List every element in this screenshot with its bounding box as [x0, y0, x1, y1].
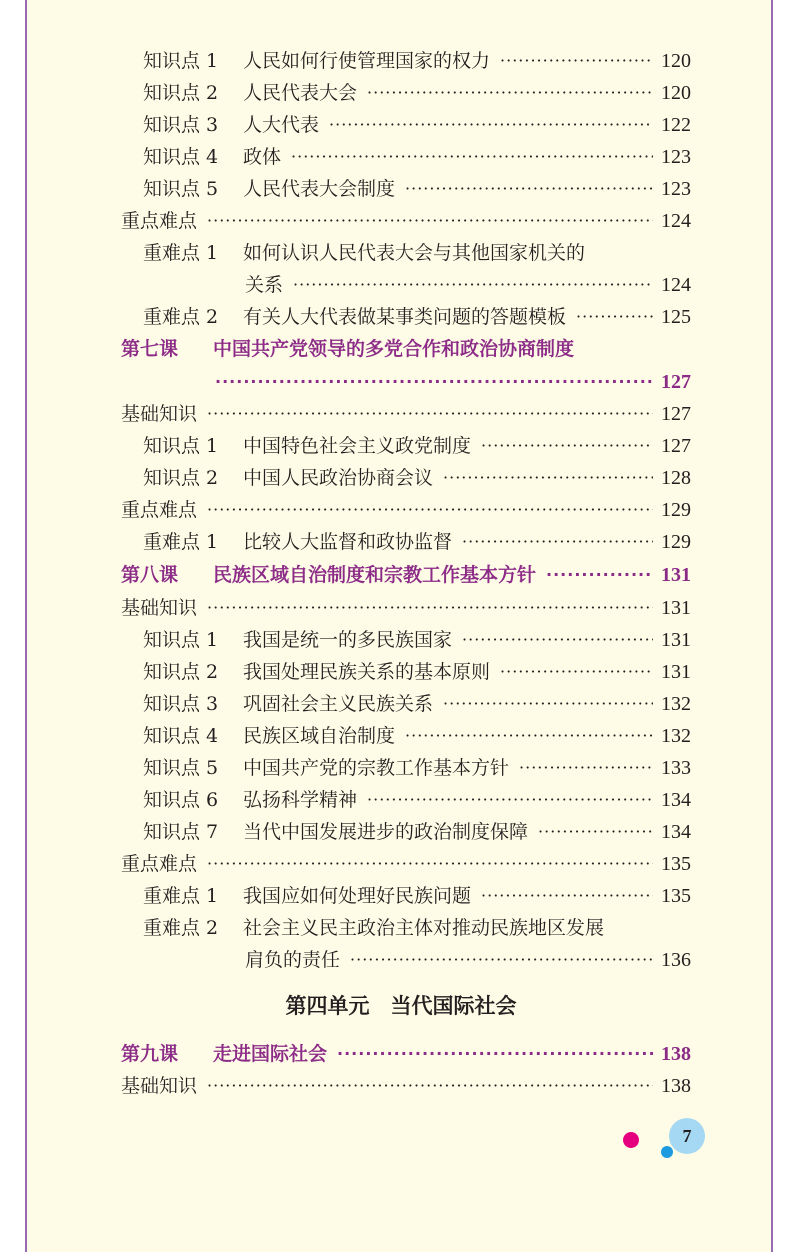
toc-lesson[interactable] [121, 1038, 691, 1070]
entry-page: 131 [661, 597, 691, 619]
leader-dots [207, 848, 653, 880]
leader-dots [481, 430, 653, 462]
entry-page: 132 [661, 693, 691, 715]
entry-page: 131 [661, 661, 691, 683]
leader-dots [207, 398, 653, 430]
entry-page: 120 [661, 82, 691, 104]
entry-tag: 重难点 1 [143, 885, 219, 907]
entry-page: 138 [661, 1075, 691, 1097]
section-title: 基础知识 [121, 1075, 198, 1097]
toc-entry[interactable] [143, 720, 691, 752]
entry-page: 128 [661, 467, 691, 489]
toc-section[interactable] [121, 848, 691, 880]
entry-tag: 重难点 1 [143, 531, 219, 553]
leader-dots [291, 141, 653, 173]
entry-page: 135 [661, 853, 691, 875]
leader-dots [443, 462, 653, 494]
entry-title: 有关人大代表做某事类问题的答题模板 [243, 306, 567, 328]
entry-page: 132 [661, 725, 691, 747]
leader-dots [481, 880, 653, 912]
entry-page: 127 [661, 435, 691, 457]
toc-section[interactable] [121, 398, 691, 430]
entry-tag: 重难点 2 [143, 306, 219, 328]
toc-entry[interactable] [143, 237, 691, 269]
entry-page: 131 [661, 629, 691, 651]
lesson-page: 138 [661, 1043, 691, 1065]
toc-lesson[interactable] [121, 333, 691, 365]
leader-dots [350, 944, 653, 976]
entry-tag: 知识点 4 [143, 146, 219, 168]
toc-section[interactable] [121, 205, 691, 237]
entry-page: 135 [661, 885, 691, 907]
entry-title: 人民代表大会制度 [243, 178, 396, 200]
leader-dots [329, 109, 653, 141]
toc-lesson[interactable] [121, 559, 691, 591]
section-title: 重点难点 [121, 499, 198, 521]
entry-title: 关系 [245, 274, 284, 296]
lesson-tag: 第九课 [121, 1043, 179, 1065]
lesson-title: 民族区域自治制度和宗教工作基本方针 [213, 564, 537, 586]
entry-title: 中国人民政治协商会议 [243, 467, 434, 489]
leader-dots [500, 656, 653, 688]
toc-entry-continued[interactable] [245, 269, 691, 301]
entry-title: 社会主义民主政治主体对推动民族地区发展 [243, 917, 605, 939]
leader-dots [576, 301, 653, 333]
toc-entry[interactable] [143, 816, 691, 848]
lesson-title: 中国共产党领导的多党合作和政治协商制度 [213, 338, 575, 360]
entry-page: 123 [661, 178, 691, 200]
toc-entry[interactable] [143, 430, 691, 462]
toc-entry[interactable] [143, 77, 691, 109]
section-title: 基础知识 [121, 597, 198, 619]
toc-section[interactable] [121, 1070, 691, 1102]
entry-page: 125 [661, 306, 691, 328]
toc-entry[interactable] [143, 141, 691, 173]
entry-title: 人大代表 [243, 114, 320, 136]
toc-entry[interactable] [143, 173, 691, 205]
entry-tag: 知识点 5 [143, 178, 219, 200]
leader-dots [546, 559, 653, 591]
entry-page: 120 [661, 50, 691, 72]
entry-tag: 知识点 3 [143, 114, 219, 136]
entry-tag: 知识点 4 [143, 725, 219, 747]
leader-dots [207, 1070, 653, 1102]
toc-entry[interactable] [143, 912, 691, 944]
toc-entry-continued[interactable] [245, 944, 691, 976]
entry-tag: 知识点 2 [143, 467, 219, 489]
entry-page: 124 [661, 210, 691, 232]
entry-tag: 知识点 5 [143, 757, 219, 779]
entry-page: 129 [661, 499, 691, 521]
leader-dots [207, 205, 653, 237]
lesson-page: 127 [661, 371, 691, 393]
lesson-page: 131 [661, 564, 691, 586]
leader-dots [207, 494, 653, 526]
lesson-tag: 第八课 [121, 564, 179, 586]
entry-tag: 知识点 3 [143, 693, 219, 715]
toc-entry[interactable] [143, 45, 691, 77]
entry-page: 122 [661, 114, 691, 136]
section-title: 重点难点 [121, 853, 198, 875]
entry-page: 129 [661, 531, 691, 553]
entry-tag: 知识点 2 [143, 661, 219, 683]
book-page [25, 0, 773, 1252]
toc-entry[interactable] [143, 880, 691, 912]
lesson-title: 走进国际社会 [213, 1043, 328, 1065]
entry-tag: 知识点 7 [143, 821, 219, 843]
entry-title: 肩负的责任 [245, 949, 341, 971]
leader-dots [215, 366, 653, 398]
leader-dots [462, 526, 653, 558]
page-number: 7 [669, 1118, 705, 1154]
toc-section[interactable] [121, 494, 691, 526]
entry-tag: 重难点 1 [143, 242, 219, 264]
toc-entry[interactable] [143, 752, 691, 784]
leader-dots [337, 1038, 653, 1070]
toc-entry[interactable] [143, 526, 691, 558]
section-title: 重点难点 [121, 210, 198, 232]
entry-page: 123 [661, 146, 691, 168]
entry-title: 政体 [243, 146, 282, 168]
toc-entry[interactable] [143, 462, 691, 494]
toc-entry[interactable] [143, 301, 691, 333]
leader-dots [367, 77, 653, 109]
leader-dots [293, 269, 653, 301]
entry-title: 我国处理民族关系的基本原则 [243, 661, 491, 683]
leader-dots [207, 592, 653, 624]
entry-tag: 知识点 1 [143, 629, 219, 651]
entry-title: 我国是统一的多民族国家 [243, 629, 453, 651]
entry-tag: 知识点 2 [143, 82, 219, 104]
leader-dots [405, 720, 653, 752]
entry-title: 我国应如何处理好民族问题 [243, 885, 472, 907]
decorative-blue-dot [661, 1146, 673, 1158]
entry-tag: 知识点 1 [143, 435, 219, 457]
toc-entry[interactable] [143, 624, 691, 656]
leader-dots [519, 752, 653, 784]
toc-entry[interactable] [143, 784, 691, 816]
entry-page: 134 [661, 789, 691, 811]
leader-dots [462, 624, 653, 656]
entry-title: 当代中国发展进步的政治制度保障 [243, 821, 529, 843]
entry-title: 民族区域自治制度 [243, 725, 396, 747]
entry-title: 人民代表大会 [243, 82, 358, 104]
entry-title: 巩固社会主义民族关系 [243, 693, 434, 715]
leader-dots [405, 173, 653, 205]
toc-entry[interactable] [143, 656, 691, 688]
toc-entry[interactable] [143, 688, 691, 720]
entry-title: 弘扬科学精神 [243, 789, 358, 811]
lesson-tag: 第七课 [121, 338, 179, 360]
toc-entry[interactable] [143, 109, 691, 141]
toc-section[interactable] [121, 592, 691, 624]
entry-page: 127 [661, 403, 691, 425]
entry-tag: 知识点 6 [143, 789, 219, 811]
decorative-pink-dot [623, 1132, 639, 1148]
entry-page: 133 [661, 757, 691, 779]
entry-title: 中国共产党的宗教工作基本方针 [243, 757, 510, 779]
section-title: 基础知识 [121, 403, 198, 425]
entry-page: 124 [661, 274, 691, 296]
entry-tag: 重难点 2 [143, 917, 219, 939]
entry-title: 比较人大监督和政协监督 [243, 531, 453, 553]
entry-title: 人民如何行使管理国家的权力 [243, 50, 491, 72]
leader-dots [500, 45, 653, 77]
leader-dots [367, 784, 653, 816]
entry-title: 如何认识人民代表大会与其他国家机关的 [243, 242, 586, 264]
entry-page: 136 [661, 949, 691, 971]
leader-dots [538, 816, 653, 848]
entry-tag: 知识点 1 [143, 50, 219, 72]
leader-dots [443, 688, 653, 720]
unit-heading: 第四单元 当代国际社会 [285, 994, 517, 1018]
entry-page: 134 [661, 821, 691, 843]
toc-lesson-continued[interactable] [215, 366, 691, 398]
entry-title: 中国特色社会主义政党制度 [243, 435, 472, 457]
